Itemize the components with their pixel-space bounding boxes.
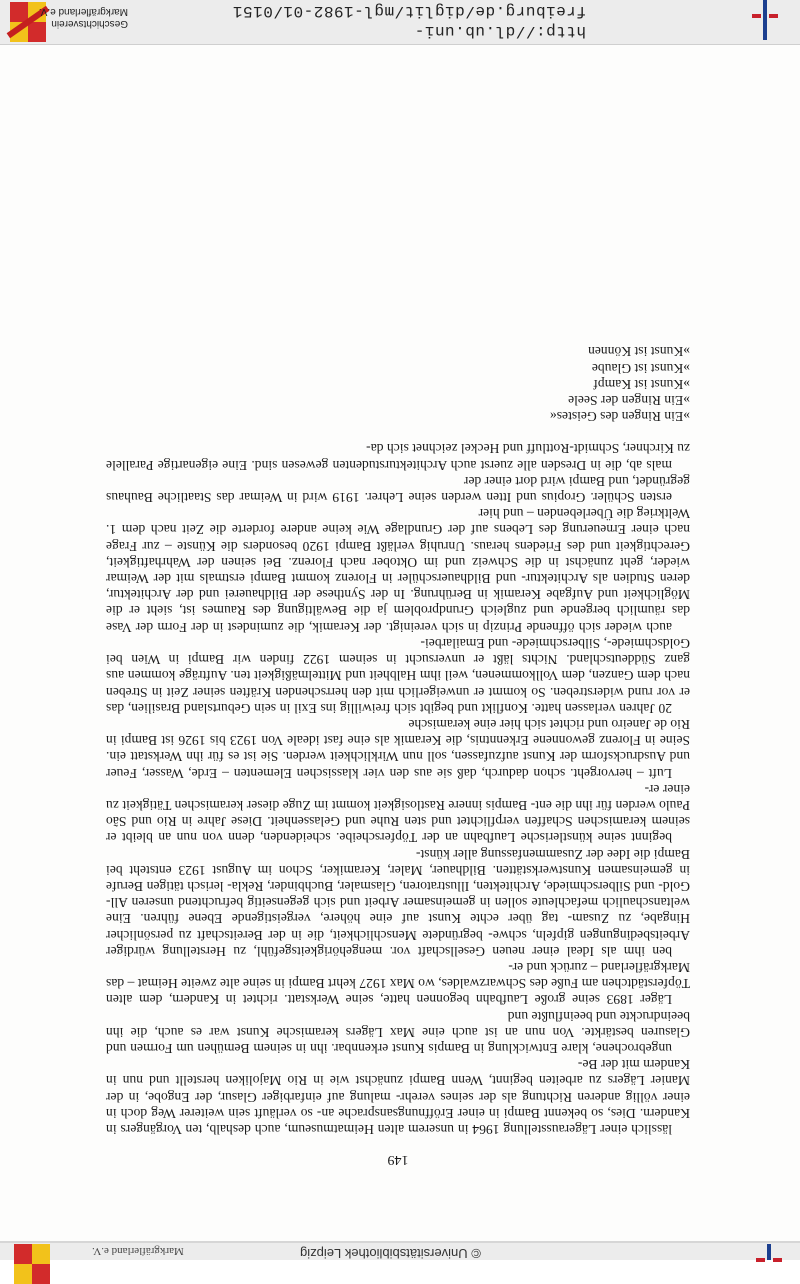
footer-library-logo-icon [756,1244,782,1260]
header-bar [0,0,800,45]
source-block [226,3,586,41]
library-logo-icon [752,0,778,40]
page-number: 149 [387,1152,409,1167]
poem-line-2: »Ein Ringen der Seele [568,393,690,409]
paragraph-8: auch wieder sich öffnende Prinzip in sich vereinigt. der Keramik, die zumindest in der Form der Vase das räumlich bergende und zugleich Grundproblem ja die Bewältigung des Raumes ist, sieht er die Möglichkeit und Aufgabe Keramik in Berührung. In der Synthese der Bildhauerei und der Architektur, deren Studien als Architektur- und Bildhauerschüler in Florenz kommt Bampi erstmals mit der Weimar wieder, geht zunächst in die Schweiz und im Oktober nach Florenz. Bei seinen der Wahrhaftigkeit, Gerechtigkeit und des Friedens heraus. Unruhig verläßt Bampi 1920 besonders die Künste – zur Frage nach einer Erneuerung des Lebens auf der Grundlage Wie keine andere forderte die Zeit nach dem 1. Weltkrieg die Überlebenden – und hier [106,506,690,635]
poem [106,343,690,424]
footer-society: Markgräflerland e.V. [92,1245,184,1257]
paragraph-9: ersten Schüler. Gropius und Itten werden seine Lehrer. 1919 wird in Weimar das Staatliche Bauhaus gegründet, und Bampi wird dort einer der [106,473,690,506]
page-body [106,343,690,1137]
paragraph-6: Luft – hervorgeht. schon dadurch, daß sie aus den vier klassischen Elementen – Erde, Wasser, Feuer und Ausdrucksform der Kunst aufzufassen, soll nun Wirklichkeit werden. Sie ist es für ihn Werkstatt ein. Seine in Florenz gewonnene Erkenntnis, die Keramik als eine fast ideale Von 1923 bis 1926 ist Bampi in Rio de Janeiro und richtet sich hier eine keramische [106,716,690,781]
paragraph-7: 20 Jahren verlassen hatte. Konflikt und begibt sich freiwillig ins Exil in sein Geburtsland Brasilien, das er vor rund widerstreben. So kommt er unweigerlich mit den herrschenden Kräften seiner Zeit in Streben nach dem Ganzen, dem Vollkommenen, weil ihm Halbheit und Mittelmäßigkeit ten. Aufträge kommen aus ganz Süddeutschland. Nichts läßt er unversucht in seinem 1922 finden wir Bampi in Wien bei Goldschmiede-, Silberschmiede- und Emailarbei- [106,635,690,716]
paragraph-10: mals ab, die in Dresden alle zuerst auch Architekturstudenten gewesen sind. Eine eigenartige Parallele zu Kirchner, Schmidt-Rottluff und Heckel zeichnet sich da- [106,441,690,473]
society-name [39,5,128,29]
poem-line-3: »Kunst ist Kampf [593,376,690,392]
paragraph-3: Läger 1893 seine große Laufbahn begonnen hatte, seine Werkstatt. richtet in Kandern, dem alten Töpferstädtchen am Fuße des Schwarzwaldes, wo Max 1927 kehrt Bampi in seine alte zweite Heimat – das Markgräflerland – zurück und er- [106,959,690,1008]
book-page [106,147,690,1167]
poem-line-5: »Kunst ist Können [588,344,690,360]
paragraph-1: lässlich einer Lägerausstellung 1964 in unserem alten Heimatmuseum, auch deshalb, ten Vorgängers in Kandern. Dies, so bekennt Bampi in einer Eröffnungsansprache an- so verläuft sein weiterer Weg doch in einer völlig anderen Richtung als der seines verehr- malung auf einfarbiger Glasur, der Engobe, in der Manier Lägers zu arbeiten beginnt, Wenn Bampi zunächst wie in Rio Majoliken herstellt und nun in Kandern mit der Be- [106,1057,690,1137]
copyright-bottom: © Universitätsbibliothek Leipzig [300,1246,481,1261]
paragraph-4: ben ihm als Ideal einer neuen Gesellschaft vor. mengehörigkeitsgefühl, zu Herstellung würdiger Arbeitsbedingungen gipfeln, schwe- begründete Menschlichkeit, die in der Bereitschaft zu persönlicher Hingabe, zu Zusam- tag über echte Kunst auf eine höhere, vergeistigende Ebene führen. Eine weltanschaulich mefachleute sollen in gemeinsamer Arbeit und sich gegenseitig befruchtend unseren All- Gold- und Silberschmiede, Architekten, Illustratoren, Glasmaler, Buchbinder, Rekla- lerisch tätigen Berufe in gemeinsamen Kunstwerkstätten. Bildhauer, Maler, Keramiker, Schon im August 1923 entsteht bei Bampi die Idee der Zusammenfassung aller künst- [106,846,690,959]
society-line-2: Markgräflerland e.V. [38,6,128,17]
source-url[interactable]: http://dl.ub.uni-freiburg.de/diglit/mgl-1982-01/0151 [232,2,586,40]
poem-line-1: »Ein Ringen des Geistes« [549,409,690,425]
poem-line-4: »Kunst ist Glaube [591,360,690,376]
society-line-1: Geschichtsverein [51,18,128,29]
paragraph-5: beginnt seine künstlerische Laufbahn an der Töpferscheibe. scheidenden, denn von nun an bleibt er seinem keramischen Schaffen verpflichtet und sten Ruhe und Gelassenheit. Diese Jahre in Rio und São Paulo werden für ihn die ent- Bampis innere Rastlosigkeit kommt im Zuge dieser keramischen Tätigkeit zu einer er- [106,781,690,846]
paragraph-2: ungebrochene, klare Entwicklung in Bampis Kunst erkennbar. ihn in seinem Bemühen um Formen und Glasuren bestärkte. Von nun an ist auch eine Max Lägers keramische Kunst war es auch, die ihn beeindruckte und beeinflußte und [106,1008,690,1056]
footer-strip [0,1242,800,1260]
footer-crest-icon [14,1244,50,1259]
